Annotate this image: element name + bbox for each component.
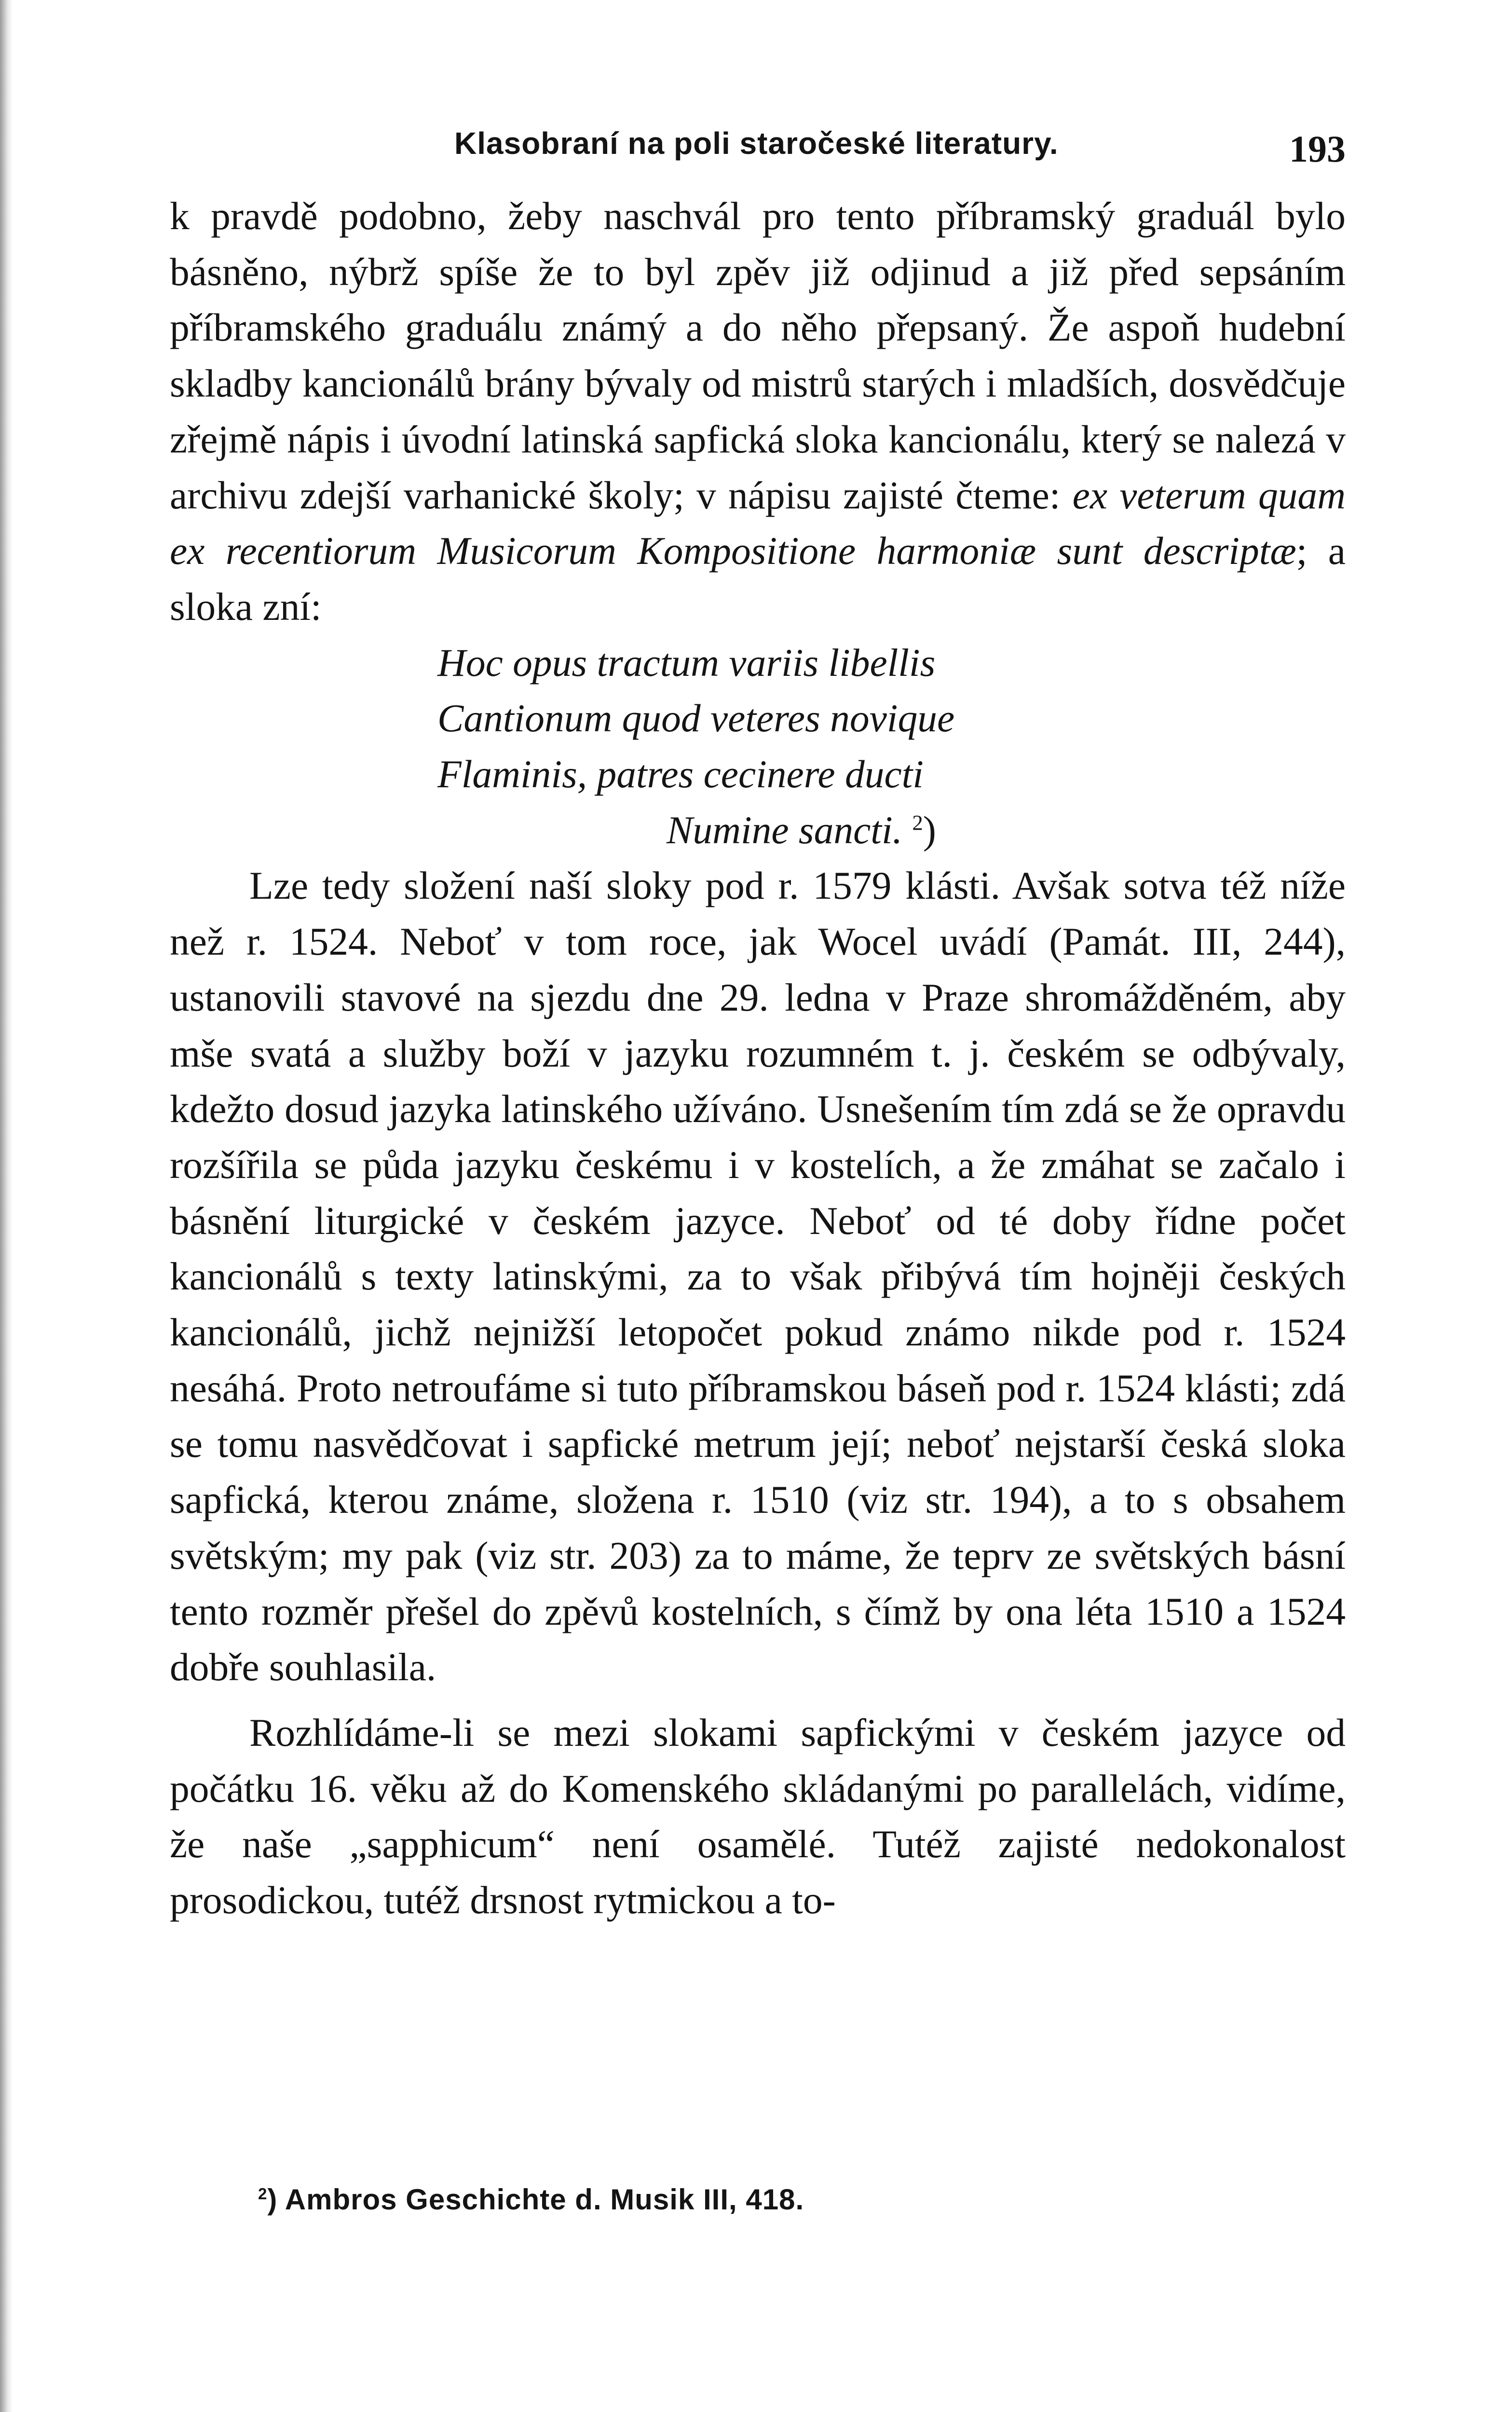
poem-line-4 (667, 802, 1346, 858)
body-text (170, 188, 1346, 1928)
page-number: 193 (1289, 128, 1346, 170)
poem-line-4-text: Numine sancti. (667, 808, 902, 852)
page-edge-shadow (0, 0, 13, 2412)
latin-inscription: ex veterum quam ex recentiorum Musicorum Kompositione harmoniæ sunt descriptæ (170, 473, 1346, 573)
paragraph-1-text: k pravdě podobno, žeby naschvál pro tento příbramský graduál bylo básněno, nýbrž spíše že to byl zpěv již odjinud a již před sepsáním příbramského graduálu známý a do něho přepsaný. Že aspoň hudební skladby kancionálů brány bývaly od mistrů starých i mladších, dosvědčuje zřejmě nápis i úvodní latinská sapfická sloka kancionálu, který se nalezá v archivu zdejší varhanické školy; v nápisu zajisté čteme: (170, 194, 1346, 517)
poem-line-3: Flaminis, patres cecinere ducti (437, 752, 924, 796)
poem-line-2: Cantionum quod veteres novique (437, 696, 955, 740)
paragraph-3: Rozhlídáme-li se mezi slokami sapfickými v českém jazyce od počátku 16. věku až do Komenského skládanými po parallelách, vidíme, že naše „sapphicum“ není osamělé. Tutéž zajisté nedokonalost prosodickou, tutéž drsnost rytmickou a to- (170, 1710, 1346, 1922)
running-head (170, 116, 1346, 188)
paragraph-1 (170, 188, 1346, 635)
footnote-text: Ambros Geschichte d. Musik III, 418. (285, 2183, 804, 2216)
footnote (258, 2183, 804, 2216)
footnote-marker: 2 (258, 2185, 268, 2203)
footnote-reference: 2 (912, 810, 923, 835)
book-page (170, 116, 1346, 1928)
paragraph-1-tail: ; a sloka zní: (170, 529, 1346, 629)
footnote-marker-paren: ) (267, 2183, 278, 2216)
running-title: Klasobraní na poli staročeské literatury. (454, 126, 1059, 161)
latin-sapphic-stanza (437, 635, 1346, 858)
paragraph-2: Lze tedy složení naší sloky pod r. 1579 klásti. Avšak sotva též níže než r. 1524. Neboť v tom roce, jak Wocel uvádí (Památ. III, 244), ustanovili stavové na sjezdu dne 29. ledna v Praze shromážděném, aby mše svatá a služby boží v jazyku rozumném t. j. českém se odbývaly, kdežto dosud jazyka latinského užíváno. Usnešením tím zdá se že opravdu rozšířila se půda jazyku českému i v kostelích, a že zmáhat se začalo i básnění liturgické v českém jazyce. Neboť od té doby řídne počet kancionálů s texty latinskými, za to však přibývá tím hojněji českých kancionálů, jichž nejnižší letopočet pokud známo nikde pod r. 1524 nesáhá. Proto netroufáme si tuto příbramskou báseň pod r. 1524 klásti; zdá se tomu nasvědčovat i sapfické metrum její; neboť nejstarší česká sloka sapfická, kterou známe, složena r. 1510 (viz str. 194), a to s obsahem světským; my pak (viz str. 203) za to máme, že teprv ze světských básní tento rozměr přešel do zpěvů kostelních, s čímž by ona léta 1510 a 1524 dobře souhlasila. (170, 863, 1346, 1689)
poem-line-1: Hoc opus tractum variis libellis (437, 640, 936, 685)
footnote-reference-paren: ) (923, 808, 936, 852)
